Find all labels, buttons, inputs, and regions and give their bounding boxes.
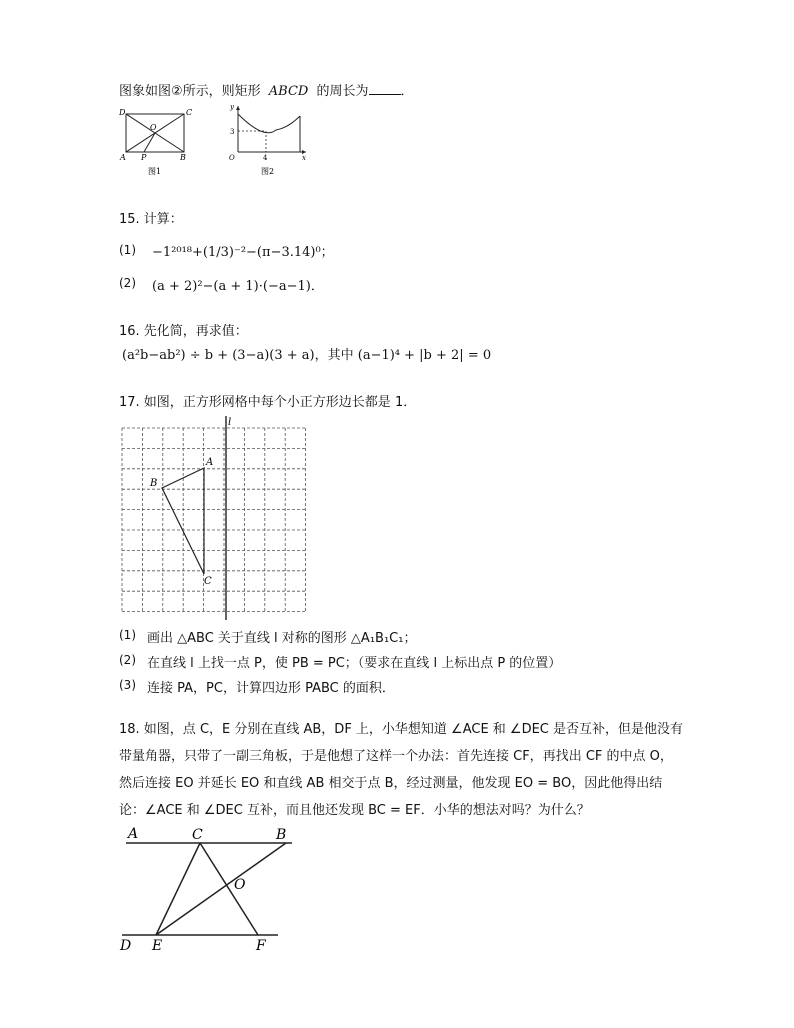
label-c: C — [192, 827, 203, 843]
label-f: F — [256, 938, 266, 952]
label-three: 3 — [230, 128, 235, 136]
q18-line-1: 18. 如图，点 C，E 分别在直线 AB，DF 上，小华想知道 ∠ACE 和 ∠DEC 是否互补，但是他没有 — [119, 722, 684, 737]
q17-title: 17. 如图，正方形网格中每个小正方形边长都是 1． — [119, 395, 417, 410]
label-origin: O — [229, 154, 235, 162]
function-curve — [238, 114, 300, 133]
q17-item-2-text: 在直线 l 上找一点 P，使 PB = PC；（要求在直线 l 上标出点 P 的位置） — [147, 656, 562, 671]
q18-line-4: 论：∠ACE 和 ∠DEC 互补，而且他还发现 BC = EF．小华的想法对吗？为什么？ — [119, 803, 590, 818]
q14-end: ． — [400, 84, 414, 99]
q14-prefix: 图象如图②所示，则矩形 — [119, 84, 261, 99]
label-e: E — [152, 938, 163, 952]
q17-item-3-num: (3) — [119, 678, 136, 692]
q16-expression: (a²b−ab²) ÷ b + (3−a)(3 + a)，其中 (a−1)⁴ + |b + 2| = 0 — [122, 348, 492, 363]
label-b: B — [276, 827, 287, 843]
label-c: C — [186, 108, 193, 117]
q15-item-2-expr: (a + 2)²−(a + 1)·(−a−1)． — [152, 279, 324, 294]
q14-suffix: 的周长为 — [316, 84, 369, 99]
q17-item-1-num: (1) — [119, 628, 136, 642]
label-a: A — [120, 153, 126, 162]
q15-item-1-num: (1) — [119, 243, 136, 257]
q15-item-1-expr: −1²⁰¹⁸+(1/3)⁻²−(π−3.14)⁰； — [152, 245, 334, 260]
label-l: l — [228, 417, 232, 428]
segment-cf — [200, 843, 258, 935]
label-p: P — [141, 153, 147, 162]
q15-item-2-num: (2) — [119, 276, 136, 290]
q18-line-3: 然后连接 EO 并延长 EO 和直线 AB 相交于点 B，经过测量，他发现 EO = BO，因此他得出结 — [119, 776, 663, 791]
y-axis-arrow — [236, 106, 240, 110]
figure-2-caption: 图2 — [261, 167, 275, 176]
q17-item-3-text: 连接 PA，PC，计算四边形 PABC 的面积． — [147, 681, 395, 696]
q16-title: 16. 先化简，再求值： — [119, 324, 248, 339]
q15-title: 15. 计算： — [119, 212, 183, 227]
q17-grid-figure — [118, 416, 308, 622]
label-four: 4 — [263, 154, 268, 162]
label-d: D — [120, 938, 132, 952]
label-c: C — [204, 576, 212, 587]
label-a: A — [128, 826, 139, 842]
q18-figure — [116, 822, 306, 952]
label-b: B — [180, 153, 186, 162]
figure-1-caption: 图1 — [148, 167, 162, 176]
q14-figure-2 — [226, 100, 312, 178]
label-o: O — [234, 877, 246, 893]
label-y: y — [230, 103, 234, 111]
label-x: x — [302, 154, 306, 162]
q17-item-2-num: (2) — [119, 653, 136, 667]
label-o: O — [150, 123, 157, 132]
q14-rect-name: ABCD — [268, 84, 309, 99]
label-d: D — [119, 108, 126, 117]
q14-question-tail — [119, 80, 414, 99]
segment-op — [144, 133, 155, 152]
q14-answer-blank[interactable] — [369, 82, 401, 95]
q17-item-1-text: 画出 △ABC 关于直线 l 对称的图形 △A₁B₁C₁； — [147, 631, 417, 646]
label-b: B — [150, 478, 158, 489]
q18-line-2: 带量角器，只带了一副三角板，于是他想了这样一个办法：首先连接 CF，再找出 CF 的中点 O， — [119, 749, 673, 764]
segment-eb — [156, 843, 286, 935]
segment-ce — [156, 843, 200, 935]
q14-figure-1 — [118, 106, 198, 178]
square-grid — [122, 428, 306, 612]
label-a: A — [206, 457, 214, 468]
